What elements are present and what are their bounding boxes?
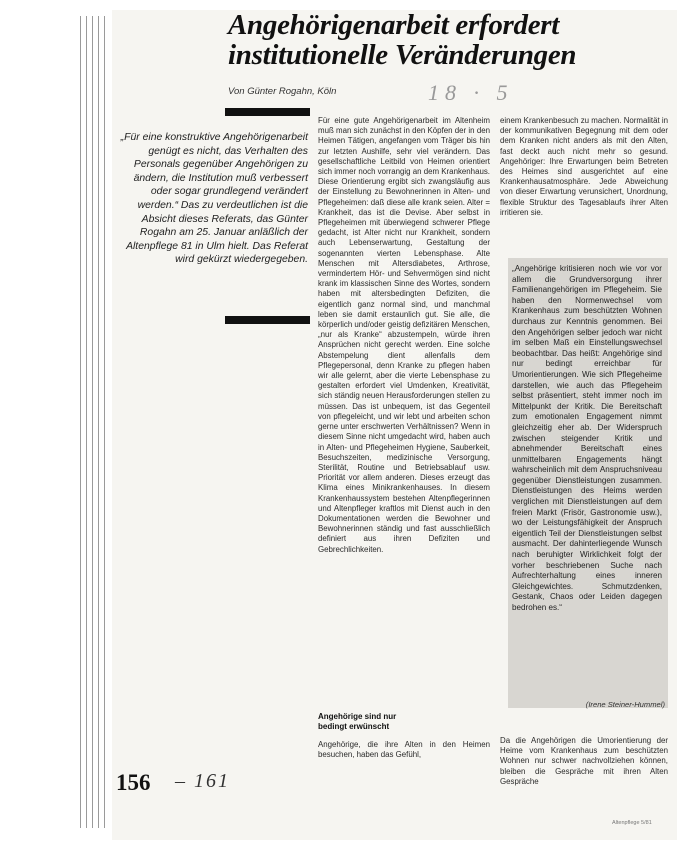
byline: Von Günter Rogahn, Köln: [228, 86, 337, 97]
title-line-2: institutionelle Veränderungen: [228, 39, 577, 71]
footer-mark: Altenpflege 5/81: [612, 820, 652, 826]
handwritten-note: – 161: [175, 770, 230, 792]
column-2-bottom: [500, 736, 668, 787]
intro-text: „Für eine konstruktive Angehörigenarbeit genügt es nicht, das Verhalten des Personals gegenüber Angehörigen zu ändern, die Institution muß verbessert oder sogar grundlegend verändert werden.“ Das zu verdeutlichen ist die Absicht dieses Referats, das Günter Rogahn am 25. Januar anläßlich der Altenpflege 81 in Ulm hielt. Das Referat wird gekürzt wiedergegeben.: [120, 132, 308, 266]
pull-quote: „Angehörige kritisieren noch wie vor vor allem die Grundversorgung ihrer Familienangehörigen im Pflegeheim. Sie haben den Normenwechsel vom Krankenhaus zum beschützten Wohnen durchaus zur Kenntnis genommen. Bei den Angehörigen selber jedoch war nicht im selben Maß ein Einstellungswechsel beobachtbar. Das heißt: Angehörige sind nur bedingt erreichbar für Umorientierungen. Wie sich Pflegeheime darstellen, wie auch das Pflegeheim selbst präsentiert, steht immer noch im Mittelpunkt der Kritik. Die Bereitschaft zum emotionalen Engagement nimmt gleichzeitig eher ab. Der Widerspruch zwischen steigender Kritik und abnehmender Bereitschaft eines unmittelbaren Engagements hängt wahrscheinlich mit dem Anspruchsniveau gegenüber Dienstleistungen zusammen. Dienstleistungen des Heims werden verglichen mit Dienstleistungen auf dem freien Markt (Frisör, Gastronomie usw.), wo der Leistungsfähigkeit der Anspruch eigentlich Teil der Dienstleistungen selbst ausmacht. Der dahinterliegende Wunsch nach beruhigter Wirklichkeit folgt der vorher beschriebenen Suche nach Aufrechterhaltung eines inneren Gleichgewichtes. Schmutzdenken, Gestank, Chaos oder Leiden dagegen bedrohen es.“: [512, 264, 662, 612]
rule-top: [225, 108, 310, 116]
column-2-bottom-text: Da die Angehörigen die Umorientierung der Heime vom Krankenhaus zum beschützten Wohnen nur schwer nachvollziehen können, bleiben die Gespräche mit ihren Alten Gespräche: [500, 736, 668, 786]
subheading: Angehörige sind nur bedingt erwünscht: [318, 712, 397, 731]
handwritten-mark: 18 · 5: [428, 80, 514, 105]
quote-source: (Irene Steiner-Hummel): [585, 700, 665, 709]
column-1: [318, 116, 490, 555]
page-number: 156: [116, 770, 151, 795]
column-2-text: einem Krankenbesuch zu machen. Normalität in der kommunikativen Begegnung mit dem oder dem Kranken nicht anders als mit den Alten, fast deckt auch nicht mehr so gesund. Angehöriger: Ihre Erwartungen beim Betreten des Heimes sind ausgerichtet auf eine Krankenhausatmosphäre. Jede Abweichung von dieser Erwartung verunsichert, Unordnung, flexible Struktur des Tagesablaufs ihrer Alten irritieren sie.: [500, 116, 668, 217]
column-1-cont-text: Angehörige, die ihre Alten in den Heimen besuchen, haben das Gefühl,: [318, 740, 490, 760]
column-2-top: [500, 116, 668, 218]
article-title: [228, 10, 576, 70]
column-1-text: Für eine gute Angehörigenarbeit im Altenheim muß man sich zunächst in den Köpfen der in den Heimen Tätigen, angefangen vom Träger bis hin zur letzten Aushilfe, sehr viel verändern. Das gesellschaftliche Leitbild von Heimen orientiert sich immer noch vorrangig an dem Krankenhaus. Diese Orientierung ergibt sich zwangsläufig aus der Einstellung zu Bewohnerinnen in Alten- und Pflegeheimen: daß diese alle krank seien. Alter = Krankheit, das ist die Devise. Aber selbst in Pflegeheimen mit überwiegend schwerer Pflege gedacht, ist Alter nicht nur Krankheit, sondern auch Lebenserwartung, Gestaltung der sogenannten vierten Lebensphase. Alte Menschen mit Altersdiabetes, Arthrose, vermindertem Hör- und Sehvermögen sind nicht krank im klassischen Sinne des Wortes, sondern haben mit altersbedingten Defiziten, die eigentlich ganz normal sind, und manchmal leben sie damit erstaunlich gut. Sie alle, die körperlich und/oder geistig defizitären Menschen, „nur als Kranke“ abzustempeln, würde ihren Ansprüchen nicht gerecht werden. Eine solche Abstempelung dient allenfalls dem Pflegepersonal, denn Kranke zu pflegen haben wir alle gelernt, aber die vierte Lebensphase zu gestalten erfordert viel Umdenken, Kreativität, sich ständig neuen Herausforderungen stellen zu müssen. Das ist unbequem, ist das Gegenteil von pflegeleicht, und wir lebt und arbeiten schon gerne unter erschwerten Verhältnissen? Wenn in diesem Sinne nicht umgedacht wird, haben auch in Alten- und Pflegeheimen Hygiene, Sauberkeit, Besuchszeiten, medizinische Versorgung, Sterilität, Routine und Betriebsablauf usw. Priorität vor allem anderen. Dieses erzeugt das Klima eines Minikrankenhauses. In diesem Krankenhaussystem bestehen Altenpflegerinnen und Altenpfleger kraftlos mit Dienst auch in den Dokumentationen werden die Bewohner und Bewohnerinnen ständig und fast ausschließlich definiert aus ihren Defiziten und Gebrechlichkeiten.: [318, 116, 490, 554]
column-1-continued: [318, 740, 490, 760]
rule-bottom: [225, 316, 310, 324]
title-line-1: Angehörigenarbeit erfordert: [228, 9, 560, 41]
